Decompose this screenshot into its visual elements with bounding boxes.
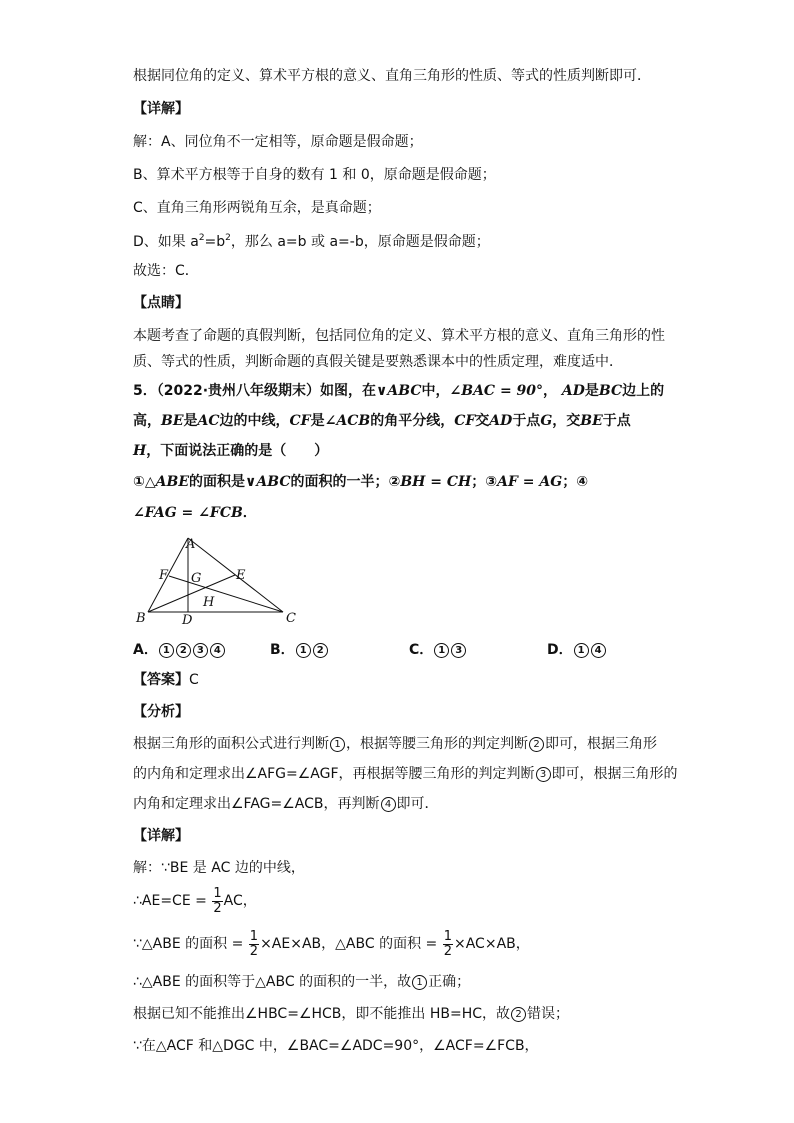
circle-number: 1 bbox=[434, 643, 449, 658]
fraction-numerator: 1 bbox=[213, 885, 222, 901]
fraction-numerator: 1 bbox=[249, 928, 259, 944]
q-text: 是 bbox=[310, 413, 325, 429]
analysis-text: 即可． bbox=[396, 796, 439, 812]
q-math: BE bbox=[580, 413, 603, 429]
q-text: 中， bbox=[421, 383, 450, 399]
triangle-figure bbox=[133, 536, 313, 628]
label-e: E bbox=[236, 568, 246, 583]
detail-text: ∴△ABE 的面积等于△ABC 的面积的一半，故 bbox=[133, 974, 412, 990]
q-math: BE bbox=[161, 413, 184, 429]
analysis-text: 的内角和定理求出∠AFG=∠AGF，再根据等腰三角形的判定判断 bbox=[133, 766, 535, 782]
q-math: H bbox=[133, 443, 147, 459]
option-d bbox=[547, 640, 607, 660]
detail-heading: 【详解】 bbox=[133, 101, 189, 117]
q-math: CF bbox=[289, 413, 311, 429]
option-label: B． bbox=[270, 642, 295, 658]
analysis-line-1 bbox=[133, 734, 657, 754]
q-text: 交 bbox=[475, 413, 490, 429]
q-text: 的面积是 bbox=[189, 474, 245, 490]
circle-number: 3 bbox=[451, 643, 466, 658]
circle-number: 4 bbox=[210, 643, 225, 658]
statements-line-2 bbox=[133, 503, 257, 523]
option-label: A． bbox=[133, 642, 158, 658]
fraction-half bbox=[249, 930, 259, 959]
option-b bbox=[270, 640, 329, 660]
analysis-text: 内角和定理求出∠FAG=∠ACB，再判断 bbox=[133, 796, 380, 812]
analysis-text: ，根据等腰三角形的判定判断 bbox=[346, 736, 528, 752]
circle-number: 4 bbox=[381, 797, 396, 812]
option-a bbox=[133, 640, 226, 660]
q-text: ． bbox=[242, 505, 257, 521]
q-math: AC bbox=[197, 413, 220, 429]
q-math: BC bbox=[598, 383, 623, 399]
detail-text: 正确； bbox=[428, 974, 471, 990]
circle-number: 2 bbox=[313, 643, 328, 658]
q-text: 高， bbox=[133, 413, 161, 429]
circle-number: 1 bbox=[296, 643, 311, 658]
line-d-post: ，那么 a=b 或 a=-b，原命题是假命题； bbox=[230, 234, 490, 250]
q-text: 边上的 bbox=[622, 383, 665, 399]
circle-number: 1 bbox=[412, 975, 427, 990]
circle-number: 3 bbox=[536, 767, 551, 782]
label-b: B bbox=[136, 611, 146, 626]
line-d-mid: =b bbox=[204, 234, 226, 250]
q-text: ； bbox=[562, 474, 577, 490]
circle-number: 1 bbox=[159, 643, 174, 658]
q-math: AD bbox=[489, 413, 513, 429]
statement-number: ④ bbox=[576, 474, 589, 490]
line-d-sup2: 2 bbox=[225, 233, 231, 243]
choice-line: 故选：C． bbox=[133, 263, 199, 279]
question-line-2 bbox=[133, 411, 631, 431]
answer-value: C bbox=[189, 672, 199, 688]
q-math: CF bbox=[454, 413, 476, 429]
q-math: G bbox=[540, 413, 553, 429]
q-text: 于点 bbox=[512, 413, 541, 429]
q-text: 是 bbox=[183, 413, 198, 429]
circle-number: 2 bbox=[529, 737, 544, 752]
detail-text: ∵△ABE 的面积 = bbox=[133, 936, 244, 952]
fraction-numerator: 1 bbox=[443, 928, 452, 944]
q-text: ，交 bbox=[552, 413, 581, 429]
q-math: ∨ABC bbox=[376, 383, 422, 399]
q-text: ； bbox=[471, 474, 486, 490]
circle-number: 4 bbox=[591, 643, 606, 658]
line-d-sup1: 2 bbox=[198, 233, 205, 243]
q-math: ∠FAG = ∠FCB bbox=[133, 505, 243, 521]
question-line-3 bbox=[133, 441, 328, 461]
circle-number: 2 bbox=[511, 1007, 526, 1022]
circle-number: 3 bbox=[193, 643, 208, 658]
q-math: △ABE bbox=[144, 474, 189, 490]
q-math: AD bbox=[561, 383, 585, 399]
q-text: 的角平分线， bbox=[370, 413, 455, 429]
detail-line-5 bbox=[133, 1004, 569, 1024]
detail-line-3 bbox=[133, 929, 530, 959]
q-text: 的面积的一半； bbox=[290, 474, 389, 490]
q-text: 于点 bbox=[602, 413, 631, 429]
detail-text: AC， bbox=[223, 893, 257, 909]
fraction-denominator: 2 bbox=[249, 943, 259, 959]
q-math: BH = CH bbox=[400, 474, 472, 490]
circle-number: 1 bbox=[330, 737, 345, 752]
fraction-half bbox=[443, 930, 453, 959]
detail-line-1: 解：∵BE 是 AC 边的中线， bbox=[133, 860, 305, 876]
q-text: 是 bbox=[584, 383, 599, 399]
option-label: C． bbox=[409, 642, 434, 658]
detail-text: 错误； bbox=[527, 1006, 570, 1022]
q-text: ， bbox=[543, 383, 558, 399]
detail-text: ∴AE=CE = bbox=[133, 893, 207, 909]
detail-text: ×AE×AB，△ABC 的面积 = bbox=[260, 936, 438, 952]
comment-line-2: 质、等式的性质，判断命题的真假关键是要熟悉课本中的性质定理，难度适中． bbox=[133, 354, 623, 370]
circle-number: 1 bbox=[574, 643, 589, 658]
analysis-text: 根据三角形的面积公式进行判断 bbox=[133, 736, 329, 752]
detail-heading-2: 【详解】 bbox=[133, 828, 189, 844]
label-a: A bbox=[186, 537, 196, 552]
segment-cf bbox=[169, 576, 283, 612]
label-d: D bbox=[182, 613, 193, 628]
q-math: ∠BAC = 90° bbox=[449, 383, 544, 399]
q-math: ∨ABC bbox=[245, 474, 291, 490]
detail-text: 根据已知不能推出∠HBC=∠HCB，即不能推出 HB=HC，故 bbox=[133, 1006, 511, 1022]
answer-heading: 【答案】 bbox=[133, 672, 189, 688]
solution-line-a: 解：A、同位角不一定相等，原命题是假命题； bbox=[133, 134, 423, 150]
question-line-1 bbox=[133, 381, 664, 401]
label-h: H bbox=[203, 595, 215, 610]
label-g: G bbox=[191, 571, 202, 586]
analysis-line-3 bbox=[133, 794, 439, 814]
analysis-line-2 bbox=[133, 764, 678, 784]
comment-heading: 【点睛】 bbox=[133, 295, 189, 311]
analysis-heading: 【分析】 bbox=[133, 704, 189, 720]
explanation-line: 根据同位角的定义、算术平方根的意义、直角三角形的性质、等式的性质判断即可． bbox=[133, 68, 651, 84]
answer-line bbox=[133, 670, 199, 690]
statement-number: ③ bbox=[485, 474, 498, 490]
option-c bbox=[409, 640, 467, 660]
solution-line-c: C、直角三角形两锐角互余，是真命题； bbox=[133, 200, 381, 216]
statement-number: ② bbox=[388, 474, 401, 490]
analysis-text: 即可，根据三角形的 bbox=[551, 766, 678, 782]
option-label: D． bbox=[547, 642, 573, 658]
analysis-text: 即可，根据三角形 bbox=[545, 736, 657, 752]
detail-line-6: ∵在△ACF 和△DGC 中，∠BAC=∠ADC=90°，∠ACF=∠FCB， bbox=[133, 1038, 539, 1054]
label-f: F bbox=[159, 568, 169, 583]
detail-line-4 bbox=[133, 972, 470, 992]
line-d-pre: D、如果 a bbox=[133, 234, 199, 250]
comment-line-1: 本题考查了命题的真假判断，包括同位角的定义、算术平方根的意义、直角三角形的性 bbox=[133, 328, 665, 344]
fraction-half bbox=[212, 887, 222, 916]
fraction-denominator: 2 bbox=[213, 900, 222, 916]
statements-line-1 bbox=[133, 472, 588, 492]
detail-line-2 bbox=[133, 886, 257, 916]
solution-line-b: B、算术平方根等于自身的数有 1 和 0，原命题是假命题； bbox=[133, 167, 496, 183]
q-text: 边的中线， bbox=[219, 413, 290, 429]
detail-text: ×AC×AB， bbox=[454, 936, 530, 952]
circle-number: 2 bbox=[176, 643, 191, 658]
q-text: ，下面说法正确的是（ ） bbox=[146, 443, 329, 459]
q-math: ∠ACB bbox=[324, 413, 371, 429]
q-text: 5．（2022·贵州八年级期末）如图，在 bbox=[133, 383, 377, 399]
q-math: AF = AG bbox=[497, 474, 563, 490]
solution-line-d bbox=[133, 228, 490, 252]
label-c: C bbox=[286, 611, 296, 626]
fraction-denominator: 2 bbox=[443, 943, 452, 959]
statement-number: ① bbox=[133, 474, 145, 490]
